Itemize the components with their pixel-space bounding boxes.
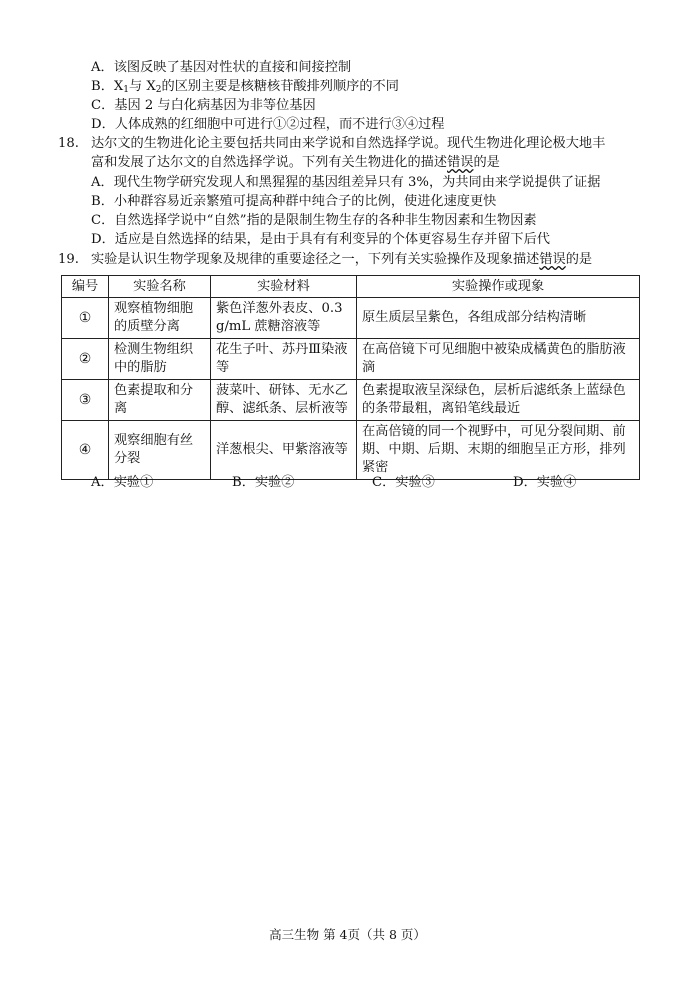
q19-option-c: C．实验③ — [372, 475, 435, 490]
row-materials: 洋葱根尖、甲紫溶液等 — [211, 421, 357, 480]
row-operation: 原生质层呈紫色，各组成部分结构清晰 — [357, 298, 640, 339]
table-row — [62, 380, 640, 421]
table-row — [62, 339, 640, 380]
q18-stem-line2 — [91, 155, 500, 171]
q18-option-d: D．适应是自然选择的结果，是由于具有有利变异的个体更容易生存并留下后代 — [91, 232, 550, 247]
q18-option-a: A．现代生物学研究发现人和黑猩猩的基因组差异只有 3%，为共同由来学说提供了证据 — [91, 175, 601, 190]
header-operation: 实验操作或现象 — [357, 276, 640, 298]
q17-option-b-suffix: 的区别主要是核糖核苷酸排列顺序的不同 — [161, 79, 399, 94]
header-experiment-name: 实验名称 — [109, 276, 211, 298]
q17-option-d: D．人体成熟的红细胞中可进行①②过程，而不进行③④过程 — [91, 117, 445, 132]
q19-stem — [91, 252, 592, 268]
q19-stem-before: 实验是认识生物学现象及规律的重要途径之一，下列有关实验操作及现象描述 — [91, 252, 540, 267]
q17-option-c: C．基因 2 与白化病基因为非等位基因 — [91, 98, 316, 113]
q17-option-a: A．该图反映了基因对性状的直接和间接控制 — [91, 60, 352, 75]
header-materials: 实验材料 — [211, 276, 357, 298]
q19-stem-after: 的是 — [565, 252, 593, 267]
row-id: ③ — [62, 380, 109, 421]
q18-option-c: C．自然选择学说中“自然”指的是限制生物生存的各种非生物因素和生物因素 — [91, 213, 537, 228]
row-materials: 紫色洋葱外表皮、0.3g/mL 蔗糖溶液等 — [211, 298, 357, 339]
q17-option-b-sub2: 2 — [155, 85, 162, 95]
row-id: ④ — [62, 421, 109, 480]
page-footer: 高三生物 第 4页（共 8 页） — [269, 927, 426, 942]
q18-stem-line1: 达尔文的生物进化论主要包括共同由来学说和自然选择学说。现代生物进化理论极大地丰 — [91, 136, 606, 151]
q19-option-b: B．实验② — [232, 475, 295, 490]
q18-option-b: B．小种群容易近亲繁殖可提高种群中纯合子的比例，使进化速度更快 — [91, 194, 497, 209]
row-materials: 花生子叶、苏丹Ⅲ染液等 — [211, 339, 357, 380]
row-experiment-name: 检测生物组织中的脂肪 — [109, 339, 211, 380]
q18-stem-marked: 错误 — [447, 155, 474, 170]
q19-option-a: A．实验① — [91, 475, 154, 490]
q17-option-b-prefix: B．X — [91, 79, 124, 94]
row-operation: 在高倍镜下可见细胞中被染成橘黄色的脂肪液滴 — [357, 339, 640, 380]
q18-stem-before: 富和发展了达尔文的自然选择学说。下列有关生物进化的描述 — [91, 155, 448, 170]
header-id: 编号 — [62, 276, 109, 298]
q17-option-b — [91, 79, 399, 98]
q17-option-b-sub1: 1 — [123, 85, 130, 95]
row-id: ① — [62, 298, 109, 339]
row-id: ② — [62, 339, 109, 380]
q17-option-b-mid: 与 X — [129, 79, 156, 94]
q19-stem-marked: 错误 — [539, 252, 566, 267]
table-header-row — [62, 276, 640, 298]
row-experiment-name: 色素提取和分离 — [109, 380, 211, 421]
q19-number: 19. — [58, 252, 79, 267]
row-operation: 色素提取液呈深绿色，层析后滤纸条上蓝绿色的条带最粗，离铅笔线最近 — [357, 380, 640, 421]
row-experiment-name: 观察植物细胞的质壁分离 — [109, 298, 211, 339]
experiment-table — [61, 275, 640, 480]
row-experiment-name: 观察细胞有丝分裂 — [109, 421, 211, 480]
q18-stem-after: 的是 — [473, 155, 500, 170]
row-operation: 在高倍镜的同一个视野中，可见分裂间期、前期、中期、后期、末期的细胞呈正方形，排列紧密 — [357, 421, 640, 480]
q18-number: 18. — [58, 136, 79, 151]
q19-option-d: D．实验④ — [513, 475, 577, 490]
table-row — [62, 298, 640, 339]
row-materials: 菠菜叶、研钵、无水乙醇、滤纸条、层析液等 — [211, 380, 357, 421]
table-row — [62, 421, 640, 480]
